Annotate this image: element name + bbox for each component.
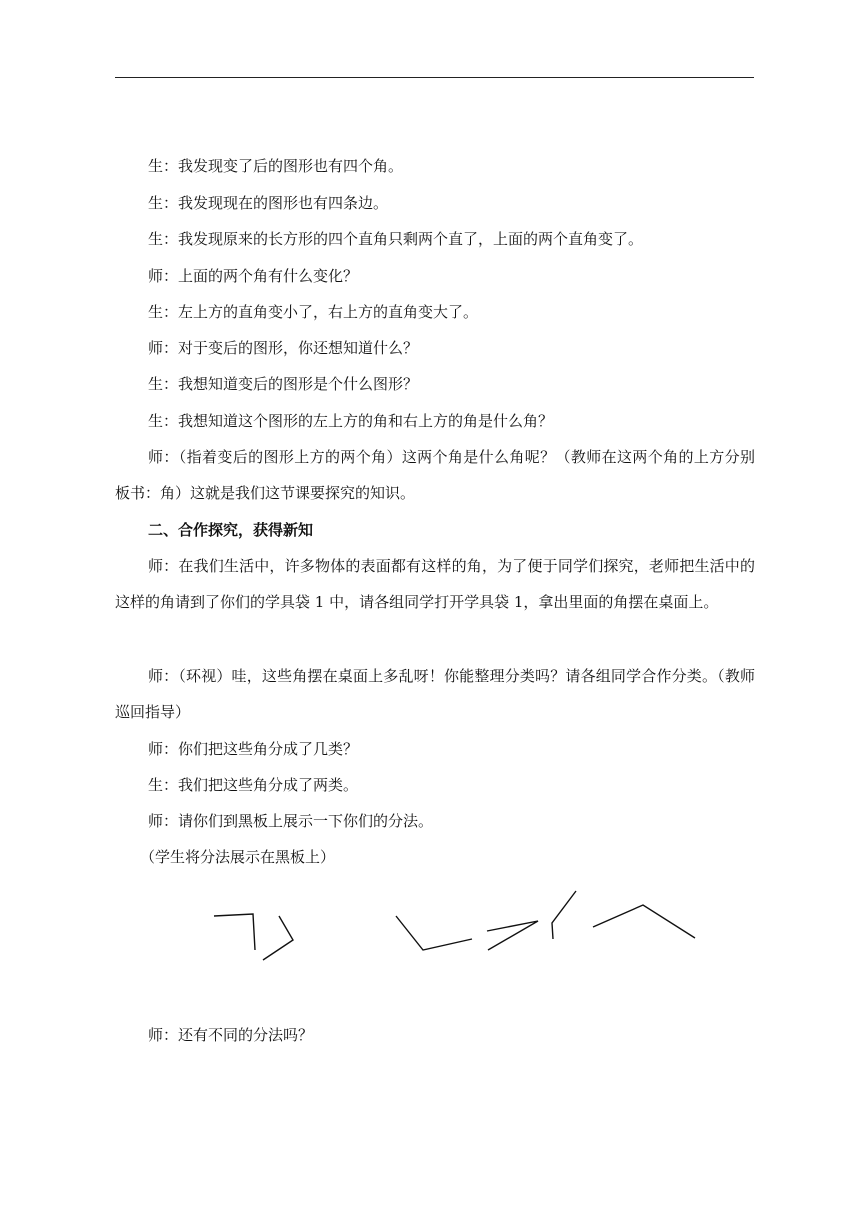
figure-caption: （学生将分法展示在黑板上） — [140, 848, 336, 866]
dialogue-line-6: 师：对于变后的图形，你还想知道什么？ — [148, 339, 419, 357]
section-heading: 二、合作探究，获得新知 — [148, 521, 314, 539]
paragraph-learning-bag: 师：在我们生活中，许多物体的表面都有这样的角，为了便于同学们探究，老师把生活中的这样的角请到了你们的学具袋 1 中，请各组同学打开学具袋 1，拿出里面的角摆在桌面上。 — [115, 557, 755, 611]
dialogue-line-2: 生：我发现现在的图形也有四条边。 — [148, 194, 389, 212]
header-rule — [115, 77, 754, 78]
dialogue-line-8: 生：我想知道这个图形的左上方的角和右上方的角是什么角？ — [148, 412, 554, 430]
dialogue-line-11: 师：请你们到黑板上展示一下你们的分法。 — [148, 812, 434, 830]
right-angle-2 — [263, 916, 293, 960]
dialogue-line-7: 生：我想知道变后的图形是个什么图形？ — [148, 375, 419, 393]
dialogue-line-12: 师：还有不同的分法吗？ — [148, 1026, 314, 1044]
dialogue-line-1: 生：我发现变了后的图形也有四个角。 — [148, 157, 404, 175]
right-angle-1 — [214, 914, 255, 950]
dialogue-line-9: 师：你们把这些角分成了几类？ — [148, 740, 359, 758]
dialogue-line-5: 生：左上方的直角变小了，右上方的直角变大了。 — [148, 303, 479, 321]
angles-figure — [200, 880, 710, 970]
dialogue-line-3: 生：我发现原来的长方形的四个直角只剩两个直了，上面的两个直角变了。 — [148, 230, 644, 248]
paragraph-teacher-pointing: 师：（指着变后的图形上方的两个角）这两个角是什么角呢？（教师在这两个角的上方分别板书：角）这就是我们这节课要探究的知识。 — [115, 448, 755, 502]
dialogue-line-4: 师：上面的两个角有什么变化？ — [148, 267, 359, 285]
acute-angle-2 — [552, 891, 576, 939]
acute-angle-1 — [487, 921, 538, 950]
obtuse-angle-2 — [593, 905, 695, 938]
obtuse-angle-1 — [396, 916, 472, 950]
dialogue-line-10: 生：我们把这些角分成了两类。 — [148, 776, 359, 794]
paragraph-sorting: 师：（环视）哇，这些角摆在桌面上多乱呀！你能整理分类吗？请各组同学合作分类。（教师巡回指导） — [115, 667, 755, 721]
